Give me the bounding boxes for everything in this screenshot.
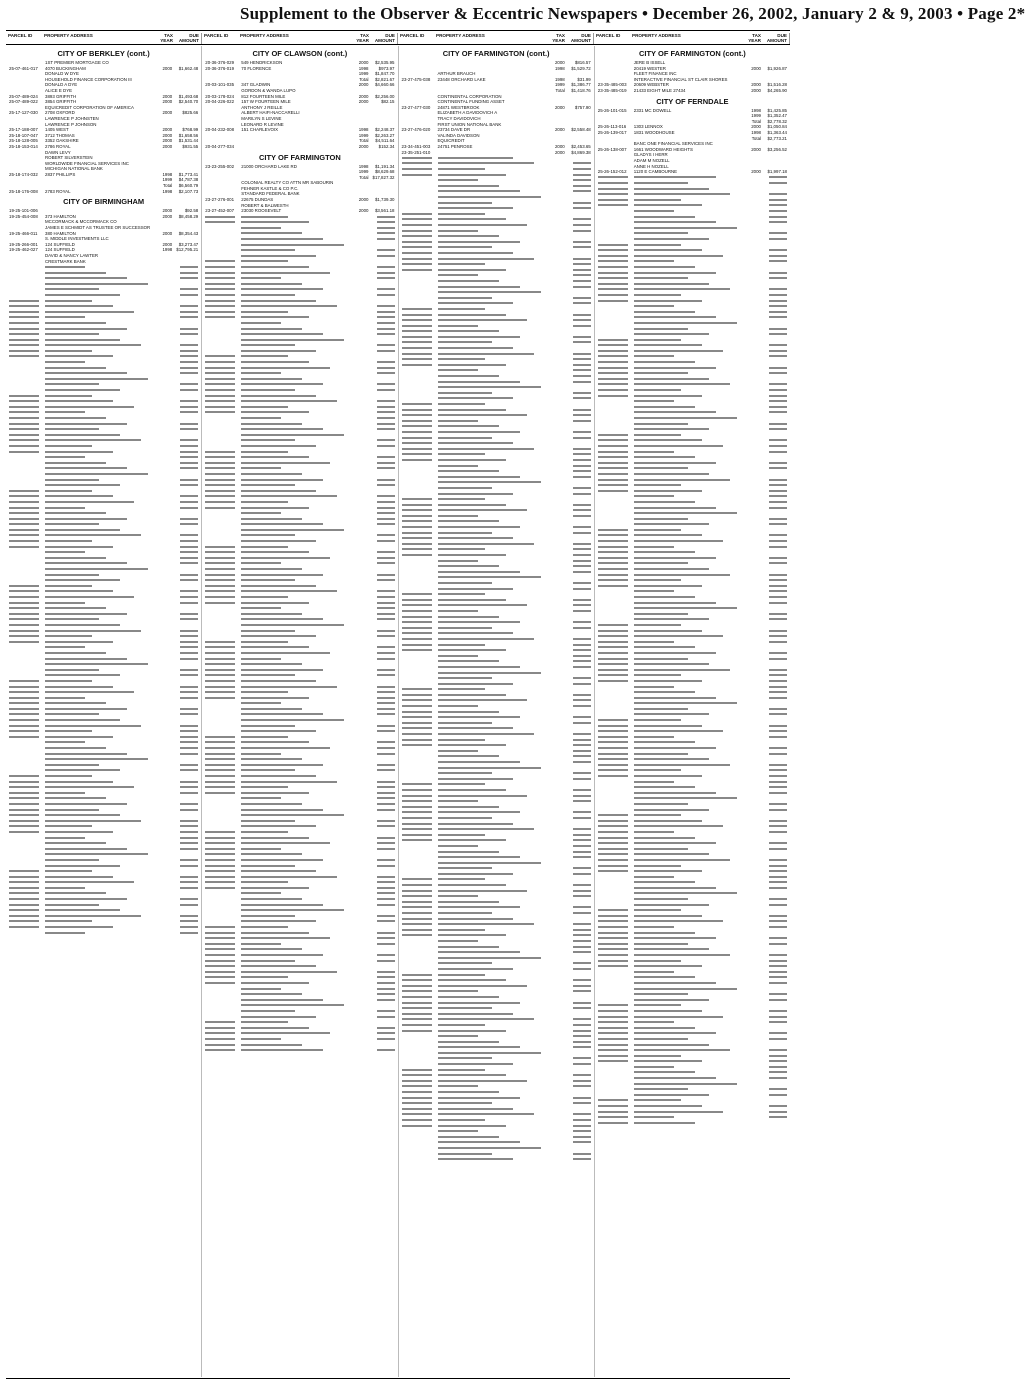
property-address: ELIZABETH A DAVIDOVICH A [437, 110, 498, 116]
parcel-id: 23-34-451-003 [401, 143, 431, 149]
property-address: 1405 WEST [45, 127, 69, 133]
section-title: CITY OF FARMINGTON [258, 152, 341, 162]
tax-year: Total [359, 138, 369, 144]
property-address: FLEET FINANCE INC [633, 71, 677, 77]
tax-year: 1998 [162, 188, 173, 194]
due-amount: $1,662.48 [178, 65, 199, 71]
tax-year: 2000 [162, 65, 173, 71]
property-address: 3893 GRIFFITH [45, 93, 77, 99]
property-address: 151 CHARLEVOIX [241, 127, 279, 133]
property-address-header: PROPERTY ADDRESS [44, 33, 93, 38]
parcel-id: 25-17-127-030 [9, 110, 38, 116]
illegible-listing-block [598, 175, 787, 1126]
property-address: GLADYS I HERR [633, 152, 668, 158]
tax-year: 2000 [162, 93, 173, 99]
property-address: WORLDWIDE FINANCIAL SERVICES INC [45, 160, 129, 166]
tax-year: 2000 [554, 60, 565, 65]
tax-year: 2000 [358, 93, 369, 99]
tax-year: 2000 [162, 143, 173, 149]
tax-year: 1999 [751, 113, 761, 119]
parcel-id: 25-26-138-007 [597, 146, 627, 152]
parcel-id: 25-26-101-015 [597, 107, 627, 113]
property-address: LEONARD R LEVINE [241, 121, 284, 127]
due-amount-header: DUE AMOUNT [766, 33, 787, 43]
due-amount: $82.15 [381, 99, 395, 105]
page-title: Supplement to the Observer & Eccentric Newspapers • December 26, 2002, January 2 & 9, 2003 • Page 2* [240, 4, 1025, 23]
parcel-id: 23-27-477-030 [401, 104, 431, 110]
due-amount: $2,535.95 [374, 60, 395, 65]
parcel-id: 23-27-476-020 [401, 127, 431, 133]
property-address: 2331 MC DOWELL [633, 107, 672, 113]
due-amount: $1,529.72 [571, 65, 591, 71]
due-amount-header: DUE AMOUNT [178, 33, 199, 43]
tax-year-header: TAX YEAR [356, 33, 369, 43]
parcel-id: 23-35-485-003 [597, 82, 627, 88]
due-amount: $2,107.73 [178, 188, 199, 194]
parcel-id: 23-27-452-007 [205, 208, 235, 214]
parcel-id: 23-23-255-002 [205, 163, 235, 169]
tax-year: 2000 [162, 213, 173, 219]
due-amount: $1,739.30 [374, 197, 395, 203]
property-address: 21433 EIGHT MILE 27434 [633, 87, 686, 93]
parcel-id-header: PARCEL ID [204, 33, 229, 38]
tax-year: 2000 [358, 82, 369, 88]
tax-year: 2000 [162, 132, 173, 138]
property-address: 157 W FOURTEEN MILE [241, 99, 291, 105]
tax-year: 2000 [162, 99, 173, 105]
due-amount: $2,821.67 [374, 76, 395, 82]
parcel-id: 25-18-153-014 [9, 143, 38, 149]
property-address: STANDARD FEDERAL BANK [241, 191, 300, 197]
property-address: ARTHUR BRAUCH [437, 71, 476, 77]
due-amount-header: DUE AMOUNT [374, 33, 395, 43]
property-address: 1120 E CAMBOURNE [633, 169, 678, 175]
property-address [241, 144, 346, 150]
due-amount: $1,418.76 [571, 87, 591, 93]
tax-year: 2000 [358, 99, 369, 105]
parcel-id: 20-36-376-029 [205, 60, 235, 65]
property-address: GORDON & WANDA LUPO [241, 87, 296, 93]
parcel-id: 23-35-251-010 [401, 149, 431, 155]
due-amount: $4,265.90 [767, 87, 787, 93]
tax-year: 2000 [162, 138, 173, 144]
tax-year: 1999 [554, 82, 565, 88]
property-address: 124 SUFFIELD [45, 241, 75, 247]
property-address: ALBERT HAIFI-NACCARELLI [241, 110, 300, 116]
parcel-id: 20-04-226-022 [205, 99, 235, 105]
tax-year: Total [162, 183, 173, 189]
due-amount: $1,658.56 [178, 132, 199, 138]
listing-row [205, 144, 394, 150]
parcel-id: 25-26-113-016 [597, 124, 627, 130]
due-amount: $1,363.44 [767, 129, 787, 135]
due-amount: $825.66 [182, 110, 199, 116]
tax-year: 2000 [162, 241, 173, 247]
footer-rule [6, 1378, 790, 1379]
due-amount: $2,256.00 [374, 93, 395, 99]
property-address: ADAM M NOZELL [633, 157, 670, 163]
parcel-id: 20-03-178-024 [205, 93, 235, 99]
property-address: 23030 ROOSEVELT [241, 208, 282, 214]
tax-year: 1998 [751, 107, 761, 113]
due-amount: $17,827.32 [372, 174, 395, 180]
property-address: JAMES E SCHMIDT AS TRUSTEE OR SUCCESSOR [45, 225, 151, 231]
property-address: 373 HAMILTON [45, 213, 76, 219]
due-amount: $3,256.52 [767, 146, 787, 152]
tax-year: 1999 [162, 177, 173, 183]
tax-year: 1999 [358, 71, 369, 77]
tax-year: 1998 [554, 76, 565, 82]
property-address-header: PROPERTY ADDRESS [436, 33, 485, 38]
property-address: CRESTMARK BANK [45, 258, 86, 264]
listing-column [399, 46, 595, 1377]
property-address: 23734 DAVE DR [437, 127, 471, 133]
due-amount: $8,629.68 [374, 169, 395, 175]
property-address: 24751 PENROSE [437, 143, 473, 149]
property-address: 20609 WEBSTER [633, 82, 669, 88]
property-address: 380 HAMILTON [45, 230, 76, 236]
property-address: 2786 ROYAL [45, 143, 71, 149]
property-address: 24871 WESTBROOK [437, 104, 480, 110]
due-amount: $1,531.44 [178, 138, 199, 144]
property-address: INTERACTIVE FINANCIAL ST CLAIR SHORES [633, 76, 728, 82]
property-address: MICHIGAN NATIONAL BANK [45, 166, 103, 172]
parcel-id: 19-25-454-008 [9, 213, 38, 219]
due-amount-header: DUE AMOUNT [570, 33, 591, 43]
property-address: 4070 BUCKINGHAM [45, 65, 86, 71]
listing-column [6, 46, 202, 1377]
due-amount: $757.90 [574, 104, 591, 110]
tax-year: 1998 [358, 163, 369, 169]
property-address: VALINDA DAVIDSON [437, 132, 480, 138]
due-amount: $1,050.84 [767, 124, 787, 130]
due-amount: $816.57 [574, 60, 591, 65]
parcel-id: 20-03-101-035 [205, 82, 235, 88]
parcel-id: 19-25-466-011 [9, 230, 38, 236]
property-address: 1303 LENNOX [633, 124, 663, 130]
due-amount: $1,493.68 [178, 93, 199, 99]
parcel-id: 25-18-174-032 [9, 171, 38, 177]
due-amount: $1,926.87 [767, 65, 787, 71]
listing-row [9, 189, 198, 195]
listing-row [9, 259, 198, 265]
property-address: ALICE E DYE [45, 87, 73, 93]
due-amount: $4,660.66 [374, 82, 395, 88]
due-amount: $2,540.70 [178, 99, 199, 105]
property-address: HOUSEHOLD FINANCE CORPORATION III [45, 76, 132, 82]
property-address-header: PROPERTY ADDRESS [632, 33, 681, 38]
due-amount: $31.99 [577, 76, 591, 82]
parcel-id: 20-36-376-019 [205, 65, 235, 71]
due-amount: $12,795.21 [176, 247, 199, 253]
tax-year: Total [359, 174, 369, 180]
property-address: CONTINENTAL FUNDING ASSET [437, 99, 505, 105]
property-address: ROBERT SILVERSTEIN [45, 155, 93, 161]
tax-year: 2000 [751, 169, 761, 175]
tax-year: 2000 [162, 110, 173, 116]
parcel-id: 23-27-276-001 [205, 197, 235, 203]
property-address: DAVID & NANCY LAWTER [45, 253, 99, 258]
due-amount: $2,248.37 [374, 127, 395, 133]
due-amount: $2,558.48 [571, 127, 591, 133]
property-address: S. MIDDLE INVESTMENTS LLC [45, 236, 109, 242]
tax-year-header: TAX YEAR [552, 33, 565, 43]
tax-year: 2000 [751, 124, 761, 130]
due-amount: $1,352.47 [767, 113, 787, 119]
listing-row [402, 150, 591, 156]
property-address: COLONIAL REALTY CO ATTN MR SABOURIN [241, 180, 334, 186]
property-address: CONTINENTAL CORPORATION [437, 93, 502, 99]
property-address: 2837 PHILLIPS [45, 171, 76, 177]
tax-year: Total [751, 118, 761, 124]
tax-year: 2000 [162, 208, 173, 214]
parcel-id: 23-27-475-038 [401, 76, 431, 82]
tax-year-header: TAX YEAR [160, 33, 173, 43]
property-address: 549 HENDRICKSON [241, 60, 283, 65]
due-amount: $4,511.64 [375, 138, 395, 144]
parcel-id: 25-07-489-024 [9, 93, 38, 99]
due-amount [172, 259, 198, 265]
due-amount: $3,561.18 [374, 208, 395, 214]
due-amount: $8,354.43 [178, 230, 199, 236]
tax-year: 1998 [162, 171, 173, 177]
property-address: 20419 WESTER [633, 65, 666, 71]
due-amount: $1,773.41 [178, 171, 199, 177]
parcel-id: 20-04-232-008 [205, 127, 235, 133]
property-address: MCCORMACK & MCCORMACK CO [45, 219, 117, 225]
property-address: 1ST PREMIER MORTGAGE CO [45, 60, 109, 65]
due-amount: $1,386.77 [571, 82, 591, 88]
property-address: LAWRENCE P JOHNSTEN [45, 115, 99, 121]
due-amount: $2,453.65 [571, 143, 591, 149]
property-address: LAWRENCE P JOHNSON [45, 121, 97, 127]
listing-row [205, 208, 394, 214]
property-address: 22675 DUNDAS [241, 197, 274, 203]
property-address: DONALD W DYE [45, 71, 79, 77]
due-amount: $92.58 [184, 208, 199, 214]
due-amount: $3,273.47 [178, 241, 199, 247]
tax-year: 1998 [554, 65, 565, 71]
tax-year: 2000 [751, 65, 761, 71]
tax-year: 1998 [162, 247, 173, 253]
tax-year: 1998 [358, 65, 369, 71]
property-address-header: PROPERTY ADDRESS [240, 33, 289, 38]
tax-year: 1998 [751, 129, 761, 135]
property-address: FEHNER KASTLE & CO P.C. [241, 185, 299, 191]
property-address: EQUICREDIT CORPORATION OF AMERICA [45, 104, 134, 110]
due-amount: $152.34 [378, 143, 395, 149]
illegible-listing-block [402, 155, 591, 1162]
due-amount: $1,516.28 [767, 82, 787, 88]
tax-year: 2000 [358, 60, 369, 65]
parcel-id: 20-04-277-034 [205, 143, 235, 149]
tax-year: 2000 [554, 143, 565, 149]
due-amount: $8,458.29 [178, 213, 199, 219]
property-address: FIRST UNION NATIONAL BANK [437, 121, 502, 127]
section-title: CITY OF CLAWSON (cont.) [252, 49, 348, 58]
parcel-id: 25-18-128-005 [9, 138, 38, 144]
due-amount: $768.99 [182, 127, 199, 133]
tax-year: 2000 [162, 230, 173, 236]
property-address: 3352 OAKSHIRE [45, 138, 79, 144]
header-rule [6, 30, 790, 31]
property-address: EQUICREDIT [437, 138, 465, 144]
tax-year: 2000 [751, 82, 761, 88]
tax-year: Total [359, 76, 369, 82]
property-address: 23448 ORCHARD LAKE [437, 76, 486, 82]
parcel-id: 25-18-107-047 [9, 132, 38, 138]
property-address: MARILYN S LEVINE [241, 115, 282, 121]
due-amount: $1,847.70 [374, 71, 395, 77]
due-amount: $4,869.38 [571, 149, 591, 155]
section-title: CITY OF FERNDALE [656, 96, 729, 106]
tax-year: Total [751, 135, 761, 141]
section-title: CITY OF BIRMINGHAM [63, 197, 145, 207]
listing-column [202, 46, 398, 1377]
property-address: 3854 GRIFFITH [45, 99, 77, 105]
tax-year-header: TAX YEAR [748, 33, 761, 43]
due-amount: $1,191.34 [374, 163, 395, 169]
parcel-id-header: PARCEL ID [8, 33, 33, 38]
parcel-id: 25-18-176-008 [9, 188, 38, 194]
property-address: BANC ONE FINANCIAL SERVICES INC [633, 141, 713, 147]
listing-row [598, 169, 787, 175]
listing-row [598, 88, 787, 94]
parcel-id: 25-26-152-012 [597, 169, 627, 175]
due-amount: $2,778.32 [767, 118, 787, 124]
property-address: 347 GLADWIN [241, 82, 271, 88]
tax-year: 2000 [554, 127, 565, 133]
property-address: TRACY DAVIDOVICH [437, 115, 481, 121]
due-amount: $1,425.85 [767, 107, 787, 113]
tax-year: 2000 [751, 87, 761, 93]
tax-year: 2000 [358, 143, 369, 149]
parcel-id: 19-25-462-027 [9, 247, 38, 253]
header-underline [6, 44, 790, 45]
tax-year: 1999 [358, 132, 369, 138]
property-address: 1661 WOODWARD HEIGHTS [633, 146, 693, 152]
property-address [438, 150, 543, 156]
parcel-id: 25-07-489-022 [9, 99, 38, 105]
due-amount: $973.97 [378, 65, 395, 71]
section-title: CITY OF FARMINGTON (cont.) [442, 49, 550, 58]
illegible-listing-block [9, 264, 198, 935]
parcel-id: 19-25-266-001 [9, 241, 38, 247]
tax-year: 1998 [358, 127, 369, 133]
property-address: 1831 WOODHOUSE [633, 129, 675, 135]
illegible-listing-block [205, 214, 394, 1053]
tax-year: 2000 [554, 149, 565, 155]
parcel-id: 23-35-485-019 [597, 87, 627, 93]
parcel-id: 25-07-461-017 [9, 65, 38, 71]
tax-year: 2000 [751, 146, 761, 152]
section-title: CITY OF BERKLEY (cont.) [57, 49, 150, 58]
property-address: JERE B ISSELL [633, 60, 666, 65]
property-address: 70 FLORENCE [241, 65, 272, 71]
parcel-id: 25-17-188-007 [9, 127, 38, 133]
tax-year: 2000 [358, 208, 369, 214]
property-address: ROBERT & BALWESTH [241, 202, 289, 208]
property-address: ANNE H NOZELL [633, 163, 669, 169]
due-amount: $4,787.38 [178, 177, 199, 183]
property-address: 3712 THOMAS [45, 132, 75, 138]
tax-year: 2000 [358, 197, 369, 203]
property-address: 21000 ORCHARD LAKE RD [241, 163, 297, 169]
property-address: 124 SUFFIELD [45, 247, 75, 253]
listing-column [595, 46, 790, 1377]
property-address: 2708 OXFORD [45, 110, 75, 116]
due-amount: $6,560.79 [178, 183, 199, 189]
due-amount: $931.55 [182, 143, 199, 149]
property-address: DONALD A DYE [45, 82, 78, 88]
due-amount: $2,263.27 [374, 132, 395, 138]
parcel-id: 19-25-101-006 [9, 208, 38, 214]
property-address: 812 FOURTEEN MILE [241, 93, 286, 99]
tax-year [150, 259, 172, 265]
tax-year: Total [555, 87, 565, 93]
property-address: DAWN LEVY [45, 149, 71, 155]
due-amount: $1,997.18 [767, 169, 787, 175]
parcel-id-header: PARCEL ID [400, 33, 425, 38]
parcel-id [9, 259, 45, 265]
due-amount: $2,773.21 [767, 135, 787, 141]
section-title: CITY OF FARMINGTON (cont.) [638, 49, 746, 58]
tax-year: 2000 [554, 104, 565, 110]
property-address: 2783 ROYAL [45, 188, 71, 194]
property-address: ANTHONY J REILLE [241, 104, 283, 110]
listing-columns [6, 46, 790, 1377]
tax-year: 1999 [358, 169, 369, 175]
tax-year: 2000 [162, 127, 173, 133]
parcel-id-header: PARCEL ID [596, 33, 621, 38]
parcel-id: 25-26-139-017 [597, 129, 627, 135]
